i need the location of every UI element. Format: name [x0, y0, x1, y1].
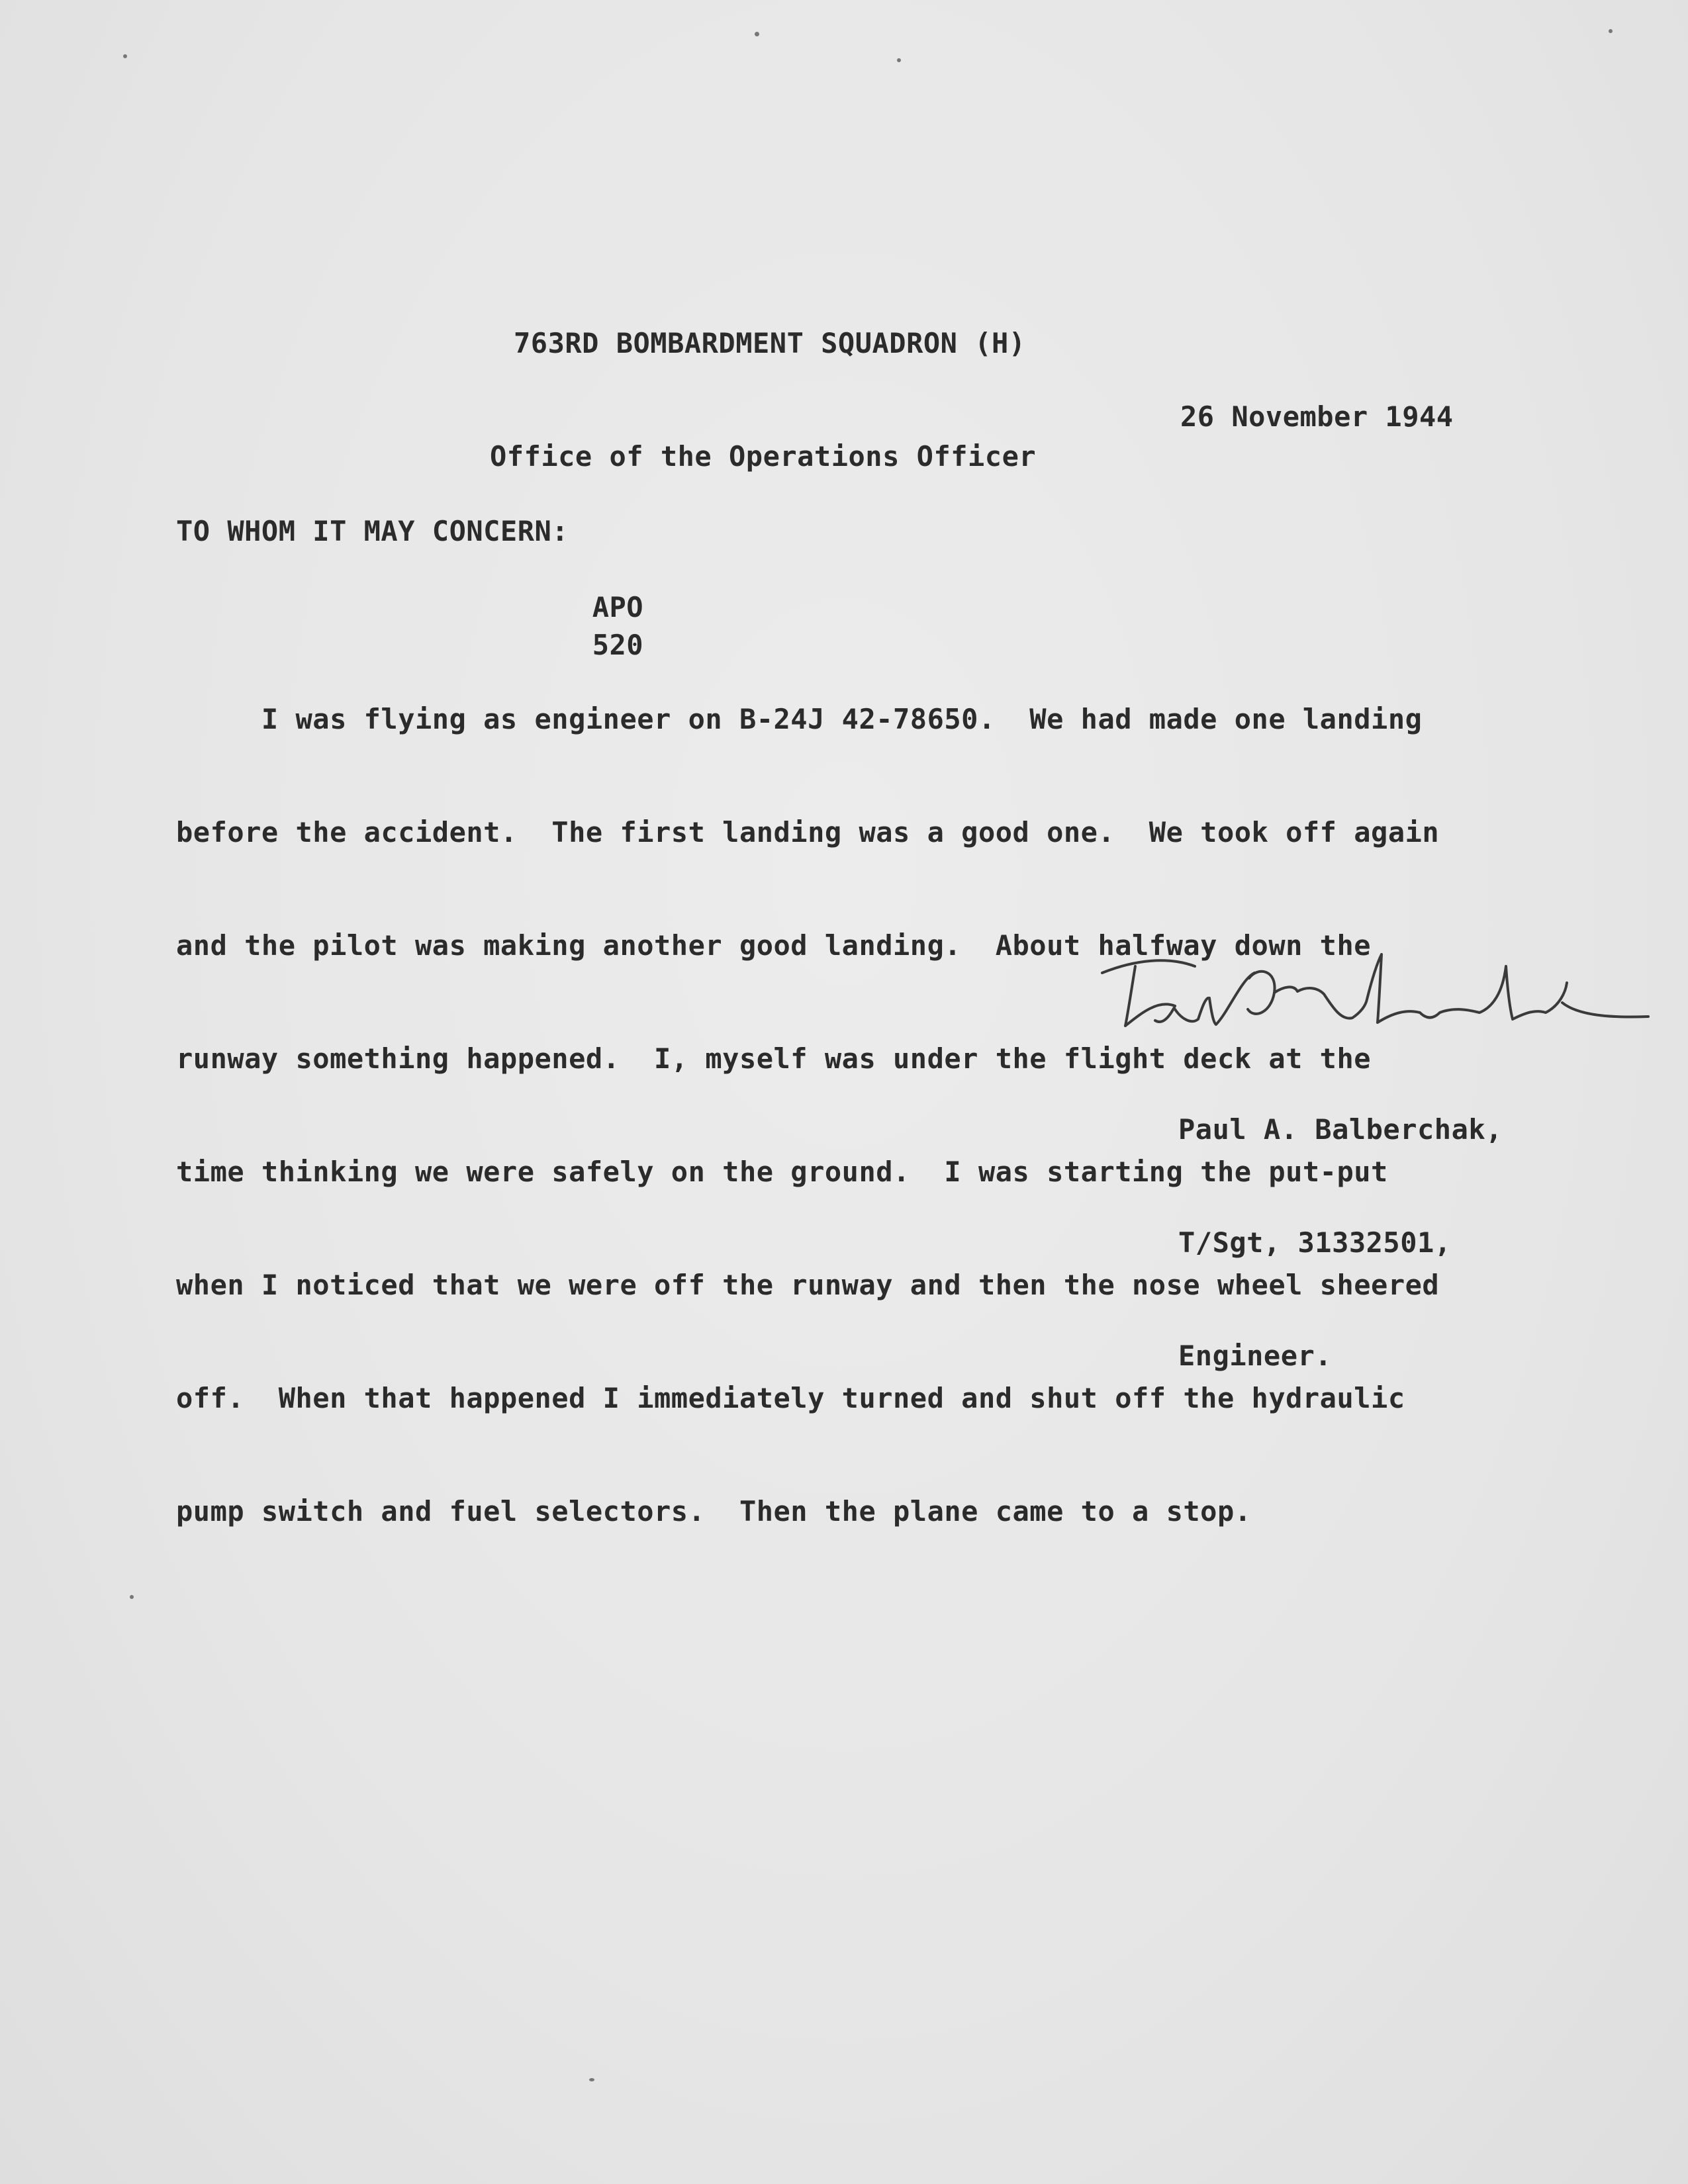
body-line: time thinking we were safely on the ground. I was starting the put-put: [176, 1156, 1388, 1188]
handwritten-signature: [1096, 946, 1658, 1039]
paper-speck: [897, 58, 901, 62]
body-line: I was flying as engineer on B-24J 42-78650. We had made one landing: [176, 703, 1423, 735]
salutation: TO WHOM IT MAY CONCERN:: [176, 515, 569, 547]
paper-speck: [123, 54, 127, 58]
letter-date: 26 November 1944: [1180, 400, 1454, 433]
paper-speck: [589, 2078, 594, 2081]
body-line: before the accident. The first landing was a good one. We took off again: [176, 816, 1440, 848]
signer-name: Paul A. Balberchak,: [1178, 1113, 1503, 1146]
signature-block: [1178, 1035, 1503, 1450]
signer-rank-serial: T/Sgt, 31332501,: [1178, 1226, 1452, 1259]
body-line: pump switch and fuel selectors. Then the plane came to a stop.: [176, 1495, 1252, 1527]
body-line: and the pilot was making another good landing. About halfway down the: [176, 929, 1372, 962]
letterhead-unit: 763RD BOMBARDMENT SQUADRON (H): [514, 327, 1026, 359]
apo-label: APO: [592, 591, 644, 623]
body-line: runway something happened. I, myself was under the flight deck at the: [176, 1042, 1372, 1075]
letterhead-office: Office of the Operations Officer: [490, 440, 1037, 473]
apo-number: 520: [592, 629, 644, 661]
paper-speck: [130, 1595, 134, 1599]
body-line: off. When that happened I immediately turned and shut off the hydraulic: [176, 1382, 1405, 1414]
signer-title: Engineer.: [1178, 1340, 1333, 1372]
body-line: when I noticed that we were off the runway and then the nose wheel sheered: [176, 1269, 1440, 1301]
paper-speck: [1609, 29, 1613, 33]
paper-speck: [755, 32, 759, 36]
